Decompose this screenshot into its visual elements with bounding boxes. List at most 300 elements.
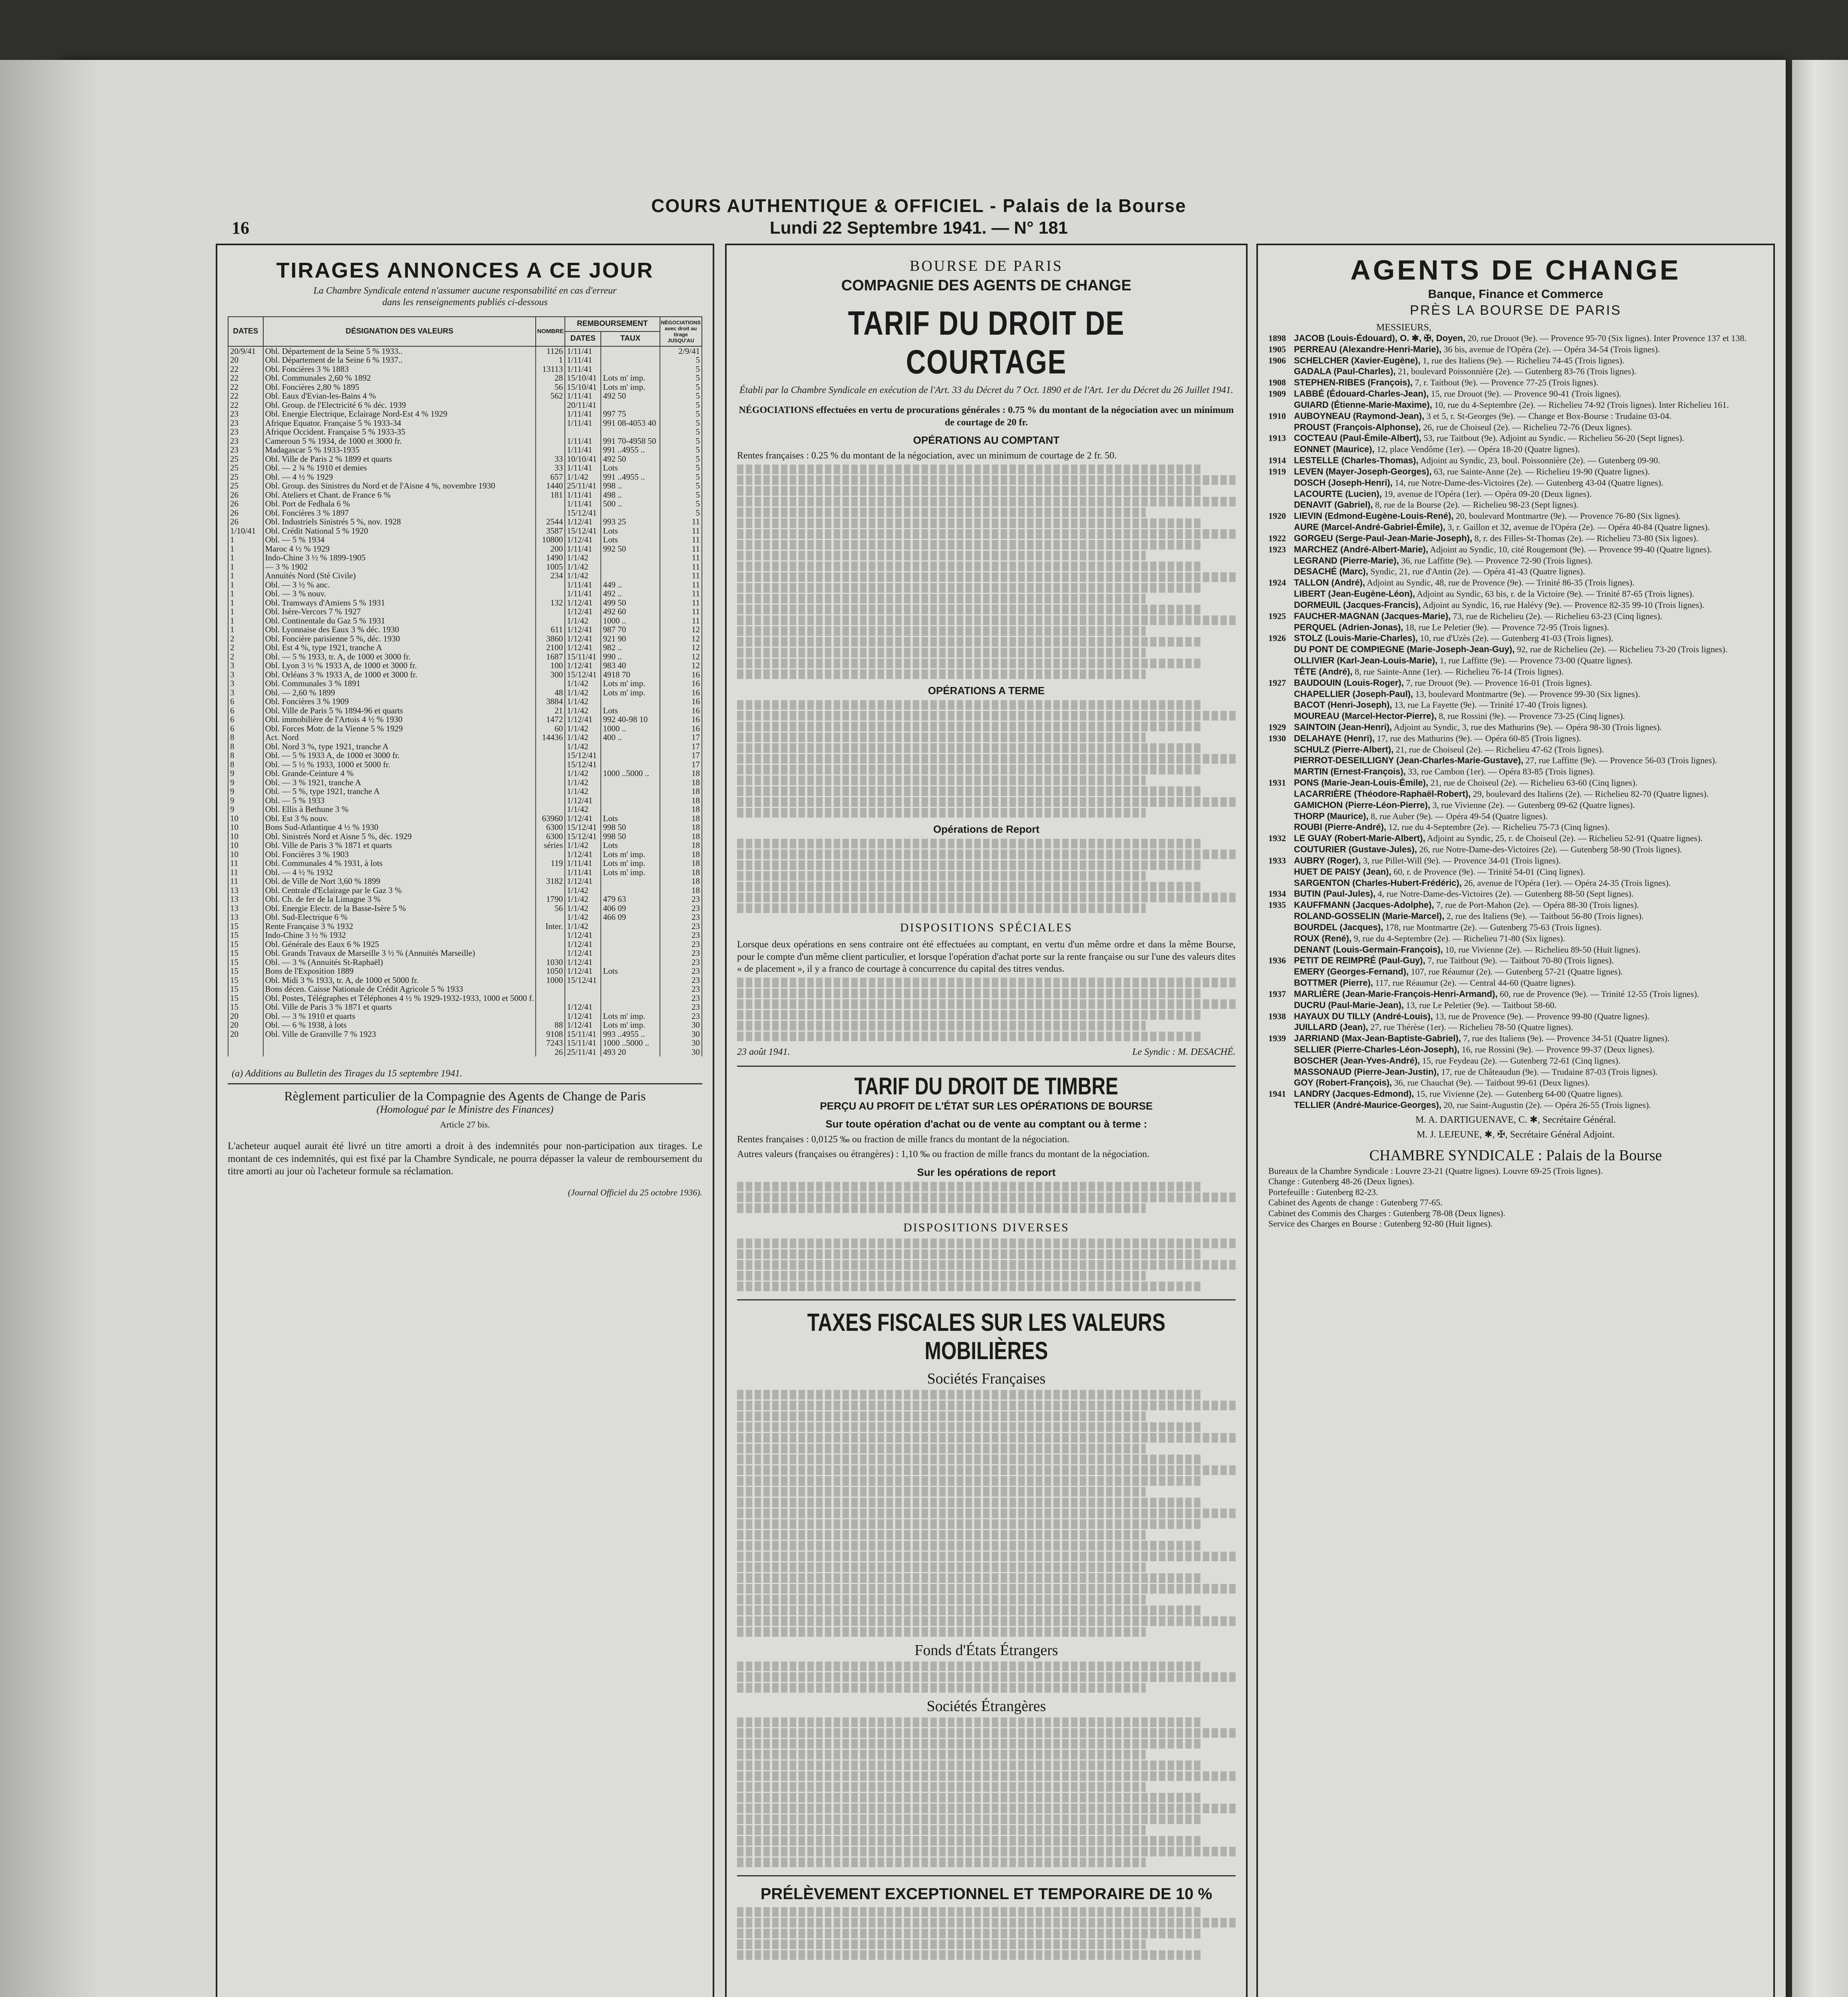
agent-name: CHAPELLIER (Joseph-Paul), (1294, 689, 1413, 699)
row-designation: Obl. Port de Fedhala 6 % (263, 499, 536, 508)
table-row (228, 733, 702, 742)
agent-name: DENANT (Louis-Germain-François), (1294, 944, 1443, 955)
agent-entry (1268, 655, 1763, 666)
row-date: 8 (228, 751, 263, 760)
table-row (228, 949, 702, 958)
chambre-line: Change : Gutenberg 48-26 (Deux lignes). (1268, 1176, 1414, 1187)
row-date: 20 (228, 1012, 263, 1021)
row-nombre (536, 1012, 565, 1021)
timbre-autres: Autres valeurs (françaises ou étrangères) : 1,10 ‰ ou fraction de mille francs du montant de la négociation. (737, 1149, 1150, 1159)
row-nego: 23 (660, 949, 702, 958)
row-nombre: 2100 (536, 643, 565, 652)
row-nombre (536, 580, 565, 590)
agent-name: GADALA (Paul-Charles), (1294, 366, 1396, 377)
agent-entry (1268, 589, 1763, 599)
row-date: 1 (228, 553, 263, 562)
table-row (228, 517, 702, 526)
row-nombre: 1126 (536, 346, 565, 356)
table-row (228, 634, 702, 643)
row-date: 11 (228, 859, 263, 868)
row-designation: — 3 % 1902 (263, 562, 536, 572)
row-date: 10 (228, 814, 263, 823)
row-nego: 16 (660, 679, 702, 688)
agent-name: EONNET (Maurice), (1294, 444, 1375, 455)
row-remb-date: 25/11/41 (565, 481, 601, 490)
row-nego: 5 (660, 391, 702, 401)
row-date: 23 (228, 409, 263, 419)
row-nego: 23 (660, 976, 702, 985)
row-nego: 18 (660, 805, 702, 814)
agent-entry (1268, 511, 1763, 522)
row-taux: Lots m' imp. (601, 859, 660, 868)
row-designation: Obl. — 5 % 1934 (263, 535, 536, 544)
row-date: 6 (228, 724, 263, 733)
table-row (228, 841, 702, 850)
table-row (228, 814, 702, 823)
row-nego: 17 (660, 733, 702, 742)
row-nombre (536, 616, 565, 625)
row-remb-date: 15/12/41 (565, 526, 601, 536)
agent-address: 8, r. des Filles-St-Thomas (2e). — Richelieu 73-80 (Six lignes). (1474, 533, 1699, 543)
row-remb-date: 1/1/42 (565, 787, 601, 796)
agent-entry (1268, 611, 1763, 622)
report-heading: Opérations de Report (933, 823, 1039, 835)
row-date: 22 (228, 401, 263, 410)
row-designation: Obl. Foncière parisienne 5 %, déc. 1930 (263, 634, 536, 643)
row-date: 3 (228, 688, 263, 697)
chambre-syndicale-title: CHAMBRE SYNDICALE : Palais de la Bourse (1369, 1147, 1662, 1164)
agent-address: 8, rue Auber (9e). — Opéra 49-54 (Quatre lignes). (1371, 811, 1548, 821)
row-nombre: 1687 (536, 652, 565, 661)
row-date: 11 (228, 868, 263, 877)
row-date: 15 (228, 949, 263, 958)
timbre-line-1: Sur toute opération d'achat ou de vente au comptant ou à terme : (825, 1118, 1147, 1130)
agent-year: 1908 (1268, 377, 1286, 388)
page-number: 16 (232, 218, 249, 238)
agent-name: TELLIER (André-Maurice-Georges), (1294, 1100, 1442, 1110)
timbre-rentes: Rentes françaises : 0,0125 ‰ ou fraction de mille francs du montant de la négociation. (737, 1134, 1069, 1145)
agent-year: 1898 (1268, 333, 1286, 343)
chambre-line: Cabinet des Agents de change : Gutenberg 77-65. (1268, 1197, 1443, 1208)
agent-entry (1268, 1022, 1763, 1033)
agent-name: JACOB (Louis-Édouard), O. ✱, ✠, Doyen, (1294, 333, 1466, 343)
agent-address: 63, rue Sainte-Anne (2e). — Richelieu 19-90 (Quatre lignes). (1434, 466, 1650, 476)
row-nombre: 132 (536, 598, 565, 607)
agent-entry (1268, 344, 1763, 355)
row-nombre: 3182 (536, 877, 565, 886)
agent-entry (1268, 633, 1763, 644)
dispositions-text-block (737, 978, 1236, 1041)
row-designation: Obl. Tramways d'Amiens 5 % 1931 (263, 598, 536, 607)
row-taux (601, 571, 660, 580)
row-remb-date: 1/12/41 (565, 607, 601, 616)
terme-heading: OPÉRATIONS A TERME (928, 684, 1045, 697)
row-nombre: 3587 (536, 526, 565, 536)
row-date: 15 (228, 976, 263, 985)
col-designation: DÉSIGNATION DES VALEURS (263, 317, 536, 346)
row-remb-date: 1/1/42 (565, 679, 601, 688)
row-date: 1 (228, 625, 263, 634)
row-nego: 12 (660, 643, 702, 652)
societes-francaises-heading: Sociétés Françaises (927, 1370, 1046, 1387)
agent-name: HUET DE PAISY (Jean), (1294, 866, 1391, 877)
row-designation: Obl. — 5 ½ % 1933, 1000 et 5000 fr. (263, 760, 536, 769)
agent-name: LE GUAY (Robert-Marie-Albert), (1294, 833, 1425, 844)
table-row (228, 904, 702, 913)
agent-entry (1268, 933, 1763, 944)
row-nego: 5 (660, 499, 702, 508)
row-nombre (536, 419, 565, 428)
row-remb-date: 1/11/41 (565, 463, 601, 472)
agent-entry (1268, 800, 1763, 811)
row-nombre (536, 607, 565, 616)
agent-entry (1268, 722, 1763, 733)
row-remb-date: 1/12/41 (565, 877, 601, 886)
agent-name: LACARRIÈRE (Théodore-Raphaël-Robert), (1294, 788, 1471, 799)
row-nombre: 48 (536, 688, 565, 697)
row-nombre: 26 (536, 1048, 565, 1057)
row-nombre: 7243 (536, 1038, 565, 1048)
row-remb-date (565, 985, 601, 994)
row-nego: 18 (660, 850, 702, 859)
row-date: 2 (228, 652, 263, 661)
row-nego: 5 (660, 419, 702, 428)
agent-address: 3, r. Gaillon et 32, avenue de l'Opéra (2e). — Opéra 40-84 (Quatre lignes). (1447, 522, 1710, 532)
agent-name: MARTIN (Ernest-François), (1294, 766, 1406, 777)
row-remb-date: 1/1/42 (565, 742, 601, 751)
row-nego: 23 (660, 994, 702, 1003)
row-taux (601, 346, 660, 356)
row-date: 9 (228, 796, 263, 805)
row-nego: 11 (660, 589, 702, 598)
row-date: 20 (228, 1030, 263, 1039)
row-date: 3 (228, 670, 263, 679)
agent-entry (1268, 778, 1763, 788)
row-date: 13 (228, 895, 263, 904)
row-date: 10 (228, 823, 263, 832)
row-taux: 998 50 (601, 823, 660, 832)
row-remb-date: 1/1/42 (565, 562, 601, 572)
row-taux: 921 90 (601, 634, 660, 643)
row-date: 20 (228, 355, 263, 365)
row-taux: Lots (601, 967, 660, 976)
row-nego: 11 (660, 553, 702, 562)
row-taux: 492 60 (601, 607, 660, 616)
timbre-section (737, 1066, 1236, 1291)
agent-entry (1268, 455, 1763, 466)
agent-name: PONS (Marie-Jean-Louis-Émile), (1294, 778, 1429, 788)
agent-name: LESTELLE (Charles-Thomas), (1294, 455, 1419, 466)
agent-name: SARGENTON (Charles-Hubert-Frédéric), (1294, 877, 1462, 888)
agent-address: 7, rue Drouot (9e). — Provence 16-01 (Trois lignes). (1406, 677, 1592, 688)
row-designation: Obl. Industriels Sinistrés 5 %, nov. 1928 (263, 517, 536, 526)
table-row (228, 535, 702, 544)
row-nego: 23 (660, 1002, 702, 1012)
row-remb-date: 1/12/41 (565, 643, 601, 652)
table-row (228, 643, 702, 652)
row-date: 2 (228, 634, 263, 643)
chambre-line: Cabinet des Commis des Charges : Gutenberg 78-08 (Deux lignes). (1268, 1208, 1506, 1218)
row-nombre: 181 (536, 490, 565, 500)
agent-name: DESACHÉ (Marc), (1294, 566, 1368, 577)
col-dates: DATES (228, 317, 263, 346)
row-nego: 12 (660, 634, 702, 643)
agent-name: HAYAUX DU TILLY (André-Louis), (1294, 1011, 1433, 1021)
table-row (228, 895, 702, 904)
row-designation: Obl. Foncières 3 % 1897 (263, 508, 536, 518)
agent-entry (1268, 478, 1763, 488)
row-taux: 998 50 (601, 832, 660, 841)
table-row (228, 715, 702, 724)
agent-entry (1268, 1044, 1763, 1055)
row-designation: Obl. Grands Travaux de Marseille 3 ½ % (Annuités Marseille) (263, 949, 536, 958)
row-nego: 12 (660, 661, 702, 670)
row-nego: 5 (660, 490, 702, 500)
row-nego: 23 (660, 904, 702, 913)
agent-address: 15, rue Vivienne (2e). — Gutenberg 64-00 (Quatre lignes). (1416, 1089, 1623, 1099)
agent-entry (1268, 833, 1763, 844)
row-date: 22 (228, 365, 263, 374)
agent-name: BAUDOUIN (Louis-Roger), (1294, 677, 1404, 688)
table-row (228, 940, 702, 949)
row-nego: 18 (660, 868, 702, 877)
row-nego: 17 (660, 742, 702, 751)
table-row (228, 796, 702, 805)
agent-entry (1268, 1067, 1763, 1078)
agent-entry (1268, 744, 1763, 755)
agent-name: SCHELCHER (Xavier-Eugène), (1294, 355, 1421, 365)
row-remb-date: 1/12/41 (565, 850, 601, 859)
row-nombre (536, 778, 565, 787)
table-row (228, 607, 702, 616)
agent-name: SCHULZ (Pierre-Albert), (1294, 744, 1394, 754)
table-row (228, 751, 702, 760)
agent-entry (1268, 867, 1763, 877)
agent-name: LIEVIN (Edmond-Eugène-Louis-René), (1294, 511, 1454, 521)
agent-name: AUBRY (Roger), (1294, 855, 1361, 865)
agent-year: 1922 (1268, 533, 1286, 543)
row-designation: Obl. — 2 ¾ % 1910 et demies (263, 463, 536, 472)
row-designation: Obl. Energie Electr. de la Basse-Isère 5 % (263, 904, 536, 913)
row-date: 8 (228, 742, 263, 751)
row-remb-date: 1/12/41 (565, 814, 601, 823)
row-taux: 997 75 (601, 409, 660, 419)
row-remb-date: 1/11/41 (565, 859, 601, 868)
agent-name: DELAHAYE (Henri), (1294, 733, 1375, 743)
agent-name: AURE (Marcel-André-Gabriel-Émile), (1294, 522, 1445, 532)
table-row (228, 499, 702, 508)
row-date: 1 (228, 607, 263, 616)
row-remb-date: 1/12/41 (565, 535, 601, 544)
row-date: 11 (228, 877, 263, 886)
row-nego: 11 (660, 526, 702, 536)
tirages-disclaimer-1: La Chambre Syndicale entend n'assumer aucune responsabilité en cas d'erreur (313, 286, 617, 296)
agent-address: 16, rue Rossini (9e). — Provence 99-37 (Deux lignes). (1461, 1044, 1654, 1054)
row-remb-date: 1/12/41 (565, 796, 601, 805)
row-nombre: 1050 (536, 967, 565, 976)
row-designation: Obl. Eaux d'Evian-les-Bains 4 % (263, 391, 536, 401)
row-taux: Lots m' imp. (601, 679, 660, 688)
row-nego: 23 (660, 895, 702, 904)
agent-entry (1268, 377, 1763, 388)
row-nego: 5 (660, 437, 702, 446)
row-remb-date: 15/12/41 (565, 760, 601, 769)
table-row (228, 778, 702, 787)
row-nombre (536, 805, 565, 814)
table-row (228, 383, 702, 392)
agent-name: ROUBI (Pierre-André), (1294, 822, 1387, 832)
agent-entry (1268, 689, 1763, 700)
row-designation: Obl. Est 3 % nouv. (263, 814, 536, 823)
row-nego: 30 (660, 1048, 702, 1057)
row-remb-date: 1/11/41 (565, 355, 601, 365)
row-taux (601, 760, 660, 769)
row-nego: 23 (660, 985, 702, 994)
agent-name: GAMICHON (Pierre-Léon-Pierre), (1294, 800, 1431, 810)
row-taux (601, 931, 660, 940)
row-remb-date: 1/1/42 (565, 553, 601, 562)
table-row (228, 994, 702, 1003)
table-row (228, 967, 702, 976)
row-nombre (536, 508, 565, 518)
row-date: 26 (228, 508, 263, 518)
row-nego: 5 (660, 373, 702, 383)
row-date: 9 (228, 805, 263, 814)
negociations-text: NÉGOCIATIONS effectuées en vertu de procurations générales : 0.75 % du montant de la négociation avec un minimum de courtage de 20 fr. (739, 405, 1234, 428)
row-date: 1 (228, 616, 263, 625)
row-remb-date: 1/1/42 (565, 913, 601, 922)
row-taux: Lots (601, 841, 660, 850)
row-designation: Obl. Communales 4 % 1931, à lots (263, 859, 536, 868)
row-nego: 18 (660, 814, 702, 823)
agent-entry (1268, 522, 1763, 533)
table-row (228, 616, 702, 625)
agent-entry (1268, 400, 1763, 411)
row-nombre: 1472 (536, 715, 565, 724)
row-remb-date: 1/1/42 (565, 769, 601, 778)
masthead (399, 195, 1438, 238)
agent-address: 27, rue Laffitte (9e). — Provence 56-03 (Trois lignes). (1525, 755, 1717, 766)
chambre-line: Service des Charges en Bourse : Gutenberg 92-80 (Huit lignes). (1268, 1218, 1493, 1229)
row-nego: 5 (660, 445, 702, 455)
row-taux (601, 562, 660, 572)
chambre-line: Portefeuille : Gutenberg 82-23. (1268, 1187, 1378, 1197)
row-designation: Obl. Ville de Paris 3 % 1871 et quarts (263, 1002, 536, 1012)
tirages-disclaimer-2: dans les renseignements publiés ci-dessous (382, 297, 548, 308)
row-designation: Bons décen. Caisse Nationale de Crédit Agricole 5 % 1933 (263, 985, 536, 994)
agent-year: 1925 (1268, 611, 1286, 621)
agent-name: GORGEU (Serge-Paul-Jean-Marie-Joseph), (1294, 533, 1472, 543)
row-designation: Obl. Crédit National 5 % 1920 (263, 526, 536, 536)
row-taux (601, 751, 660, 760)
row-taux: 466 09 (601, 913, 660, 922)
row-taux: 400 .. (601, 733, 660, 742)
agent-address: 15, rue Feydeau (2e). — Gutenberg 72-61 (Cinq lignes). (1422, 1055, 1621, 1066)
table-row (228, 850, 702, 859)
agent-address: 12, rue du 4-Septembre (2e). — Richelieu 75-73 (Cinq lignes). (1388, 822, 1610, 832)
secretaire-adjoint: M. J. LEJEUNE, ✱, ✠, Secrétaire Général Adjoint. (1417, 1129, 1615, 1140)
row-designation: Obl. Ville de Paris 3 % 1871 et quarts (263, 841, 536, 850)
agent-address: 20, boulevard Montmartre (9e). — Provence 76-80 (Six lignes). (1456, 511, 1681, 521)
agent-name: TALLON (André), (1294, 578, 1365, 588)
agent-address: 2, rue des Italiens (9e). — Taitbout 56-80 (Trois lignes). (1447, 911, 1644, 921)
row-nego: 30 (660, 1030, 702, 1039)
agent-name: COUTURIER (Gustave-Jules), (1294, 844, 1417, 855)
table-row (228, 976, 702, 985)
reglement-body: L'acheteur auquel aurait été livré un titre amorti a droit à des indemnités pour non-participation aux tirages. Le montant de ces indemnités, qui est fixé par la Chambre Syndicale, ne pourra dépasser la valeur de remboursement du titre amorti au jour où l'acheteur formule sa réclamation. (228, 1141, 702, 1177)
agent-entry (1268, 1100, 1763, 1111)
row-remb-date: 15/12/41 (565, 832, 601, 841)
row-date: 20 (228, 1020, 263, 1030)
row-nego: 16 (660, 697, 702, 706)
row-designation: Obl. Centrale d'Eclairage par le Gaz 3 % (263, 886, 536, 895)
row-remb-date: 1/12/41 (565, 1020, 601, 1030)
row-taux: 991 ..4955 .. (601, 472, 660, 482)
agent-entry (1268, 622, 1763, 633)
row-designation: Obl. Ville de Paris 5 % 1894-96 et quarts (263, 706, 536, 715)
row-taux: 998 .. (601, 481, 660, 490)
row-taux: Lots (601, 814, 660, 823)
agent-entry (1268, 900, 1763, 911)
tirages-footnote: (a) Additions au Bulletin des Tirages du 15 septembre 1941. (232, 1068, 463, 1079)
agent-entry (1268, 444, 1763, 455)
row-nego: 16 (660, 688, 702, 697)
agent-entry (1268, 822, 1763, 833)
agents-list (1268, 333, 1763, 1111)
agent-entry (1268, 466, 1763, 477)
table-row (228, 742, 702, 751)
row-taux: 493 20 (601, 1048, 660, 1057)
row-taux: Lots (601, 535, 660, 544)
chambre-line: Bureaux de la Chambre Syndicale : Louvre 23-21 (Quatre lignes). Louvre 69-25 (Trois lignes). (1268, 1165, 1603, 1176)
table-row (228, 706, 702, 715)
row-nego: 11 (660, 535, 702, 544)
row-remb-date: 1/12/41 (565, 949, 601, 958)
table-row (228, 697, 702, 706)
row-nombre (536, 751, 565, 760)
table-row (228, 913, 702, 922)
fonds-etrangers-heading: Fonds d'États Étrangers (914, 1642, 1058, 1659)
table-row (228, 805, 702, 814)
row-nombre: 13113 (536, 365, 565, 374)
row-date: 6 (228, 706, 263, 715)
agent-entry (1268, 789, 1763, 800)
row-nombre (536, 949, 565, 958)
row-taux: 993 ..4955 .. (601, 1030, 660, 1039)
row-remb-date: 1/11/41 (565, 437, 601, 446)
comptant-heading: OPÉRATIONS AU COMPTANT (913, 434, 1060, 447)
agent-entry (1268, 844, 1763, 855)
agent-address: 12, place Vendôme (1er). — Opéra 18-20 (Quatre lignes). (1377, 444, 1580, 455)
agent-year: 1935 (1268, 900, 1286, 910)
row-nego: 16 (660, 670, 702, 679)
report-text-block (737, 839, 1236, 913)
row-remb-date: 1/12/41 (565, 1002, 601, 1012)
row-remb-date: 1/1/42 (565, 688, 601, 697)
row-remb-date: 1/12/41 (565, 634, 601, 643)
agent-year: 1932 (1268, 833, 1286, 844)
agent-address: 29, boulevard des Italiens (2e). — Richelieu 82-70 (Quatre lignes). (1472, 788, 1709, 799)
agents-column (1256, 244, 1775, 1997)
row-remb-date: 1/1/42 (565, 697, 601, 706)
row-taux: 987 70 (601, 625, 660, 634)
row-nombre (536, 913, 565, 922)
row-nego: 5 (660, 508, 702, 518)
row-nego: 5 (660, 365, 702, 374)
row-taux: 993 25 (601, 517, 660, 526)
row-nombre: 6300 (536, 823, 565, 832)
agent-year: 1910 (1268, 411, 1286, 421)
